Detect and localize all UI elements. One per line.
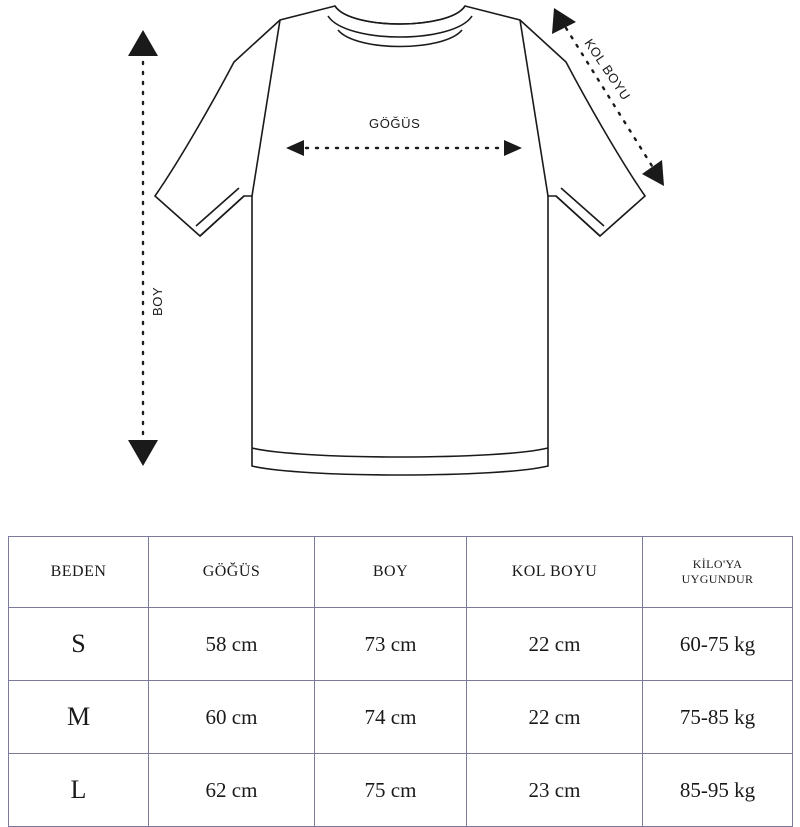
length-label: BOY <box>150 286 165 316</box>
cell-beden: M <box>9 681 149 754</box>
table-header-row <box>9 537 793 608</box>
size-table <box>8 536 793 827</box>
cell-kilo: 60-75 kg <box>643 608 793 681</box>
table-row <box>9 754 793 827</box>
sleeve-label: KOL BOYU <box>581 36 634 104</box>
cell-kol-boyu: 23 cm <box>467 754 643 827</box>
header-kilo-line2: UYGUNDUR <box>681 572 754 586</box>
cell-boy: 74 cm <box>315 681 467 754</box>
header-beden: BEDEN <box>9 537 149 608</box>
table-row <box>9 681 793 754</box>
header-boy: BOY <box>315 537 467 608</box>
cell-beden: S <box>9 608 149 681</box>
tshirt-outline <box>155 6 645 475</box>
cell-kilo: 85-95 kg <box>643 754 793 827</box>
cell-gogus: 62 cm <box>149 754 315 827</box>
size-table-header <box>9 537 793 608</box>
chest-measure-arrow <box>286 140 522 156</box>
length-measure-arrow <box>128 30 158 466</box>
table-row <box>9 608 793 681</box>
header-kilo-line1: KİLO'YA <box>692 557 743 571</box>
header-kol-boyu: KOL BOYU <box>467 537 643 608</box>
cell-kilo: 75-85 kg <box>643 681 793 754</box>
cell-gogus: 58 cm <box>149 608 315 681</box>
header-kilo-uygundur <box>643 537 793 608</box>
cell-gogus: 60 cm <box>149 681 315 754</box>
chest-label: GÖĞÜS <box>369 116 421 131</box>
cell-boy: 73 cm <box>315 608 467 681</box>
cell-kol-boyu: 22 cm <box>467 608 643 681</box>
size-table-wrapper <box>8 536 792 827</box>
cell-kol-boyu: 22 cm <box>467 681 643 754</box>
cell-beden: L <box>9 754 149 827</box>
cell-boy: 75 cm <box>315 754 467 827</box>
sleeve-measure-arrow <box>552 8 664 186</box>
header-gogus: GÖĞÜS <box>149 537 315 608</box>
size-table-body <box>9 608 793 827</box>
